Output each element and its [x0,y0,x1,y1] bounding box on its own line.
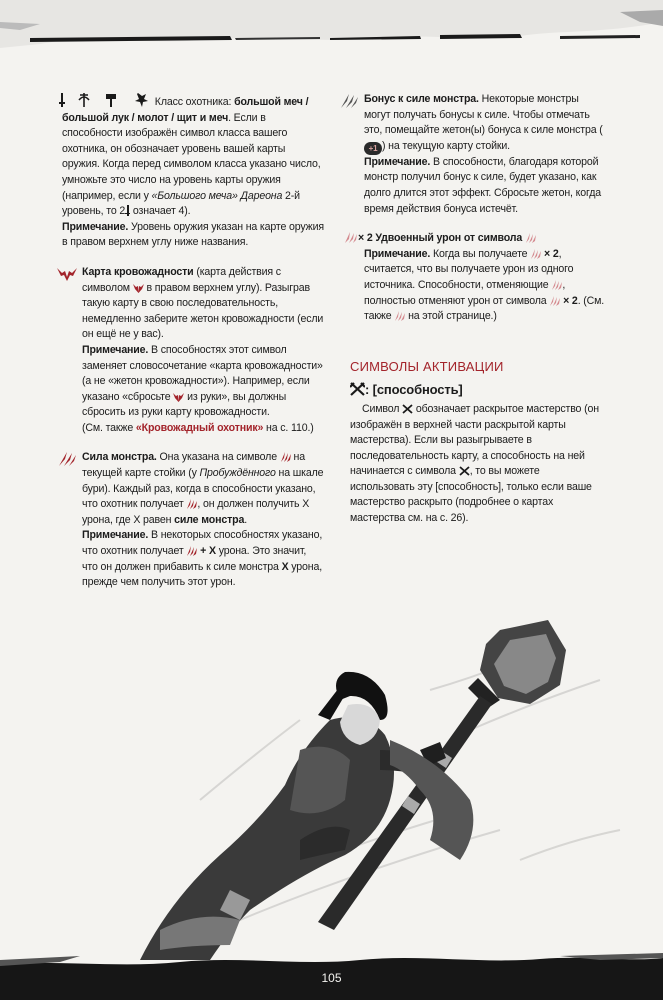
power-text-4: , он должен получить X урона, где X равен [82,498,310,526]
great-bow-icon [79,93,89,107]
bloodthirst-small-icon [133,283,144,293]
grunge-top-border [0,0,663,60]
multiplier: × 2 [358,232,373,245]
page-number: 105 [321,971,342,985]
class-text-2: . Если в способности изображён символ класса вашего охотника, он обозначает уровень вашей карты оружия. Когда перед символом класса указано число, умножьте это число на уровень карты оружия (например, если у [62,111,321,202]
claw-bonus-icon [338,93,360,109]
hunter-hammer-illustration [0,600,663,960]
claw-pink-icon [394,311,405,321]
multiplier: × 2 [541,247,559,260]
section-title: СИМВОЛЫ АКТИВАЦИИ [350,358,504,374]
double-text-2: , считается, что вы получаете урон из одного источника. Способности, отменяющие [364,247,574,291]
bloodthirst-card-entry [62,265,324,437]
bloodthirst-text-1: (карта действия с символом [82,265,281,294]
left-column [62,92,324,605]
power-note-3: урона, прежде чем получить этот урон. [82,560,323,589]
subtitle-text: : [способность] [365,382,463,398]
weapon-name: «Большого меча» Дареона [151,189,283,202]
claw-small-icon [186,546,197,556]
class-text-3: 2-й уровень, то 2 [62,189,300,218]
bonus-note: В способности, благодаря которой монстр получил бонус к силе, будет указано, как долго длится этот эффект. Сбросьте жетон, когда время действия бонуса истечёт. [364,155,601,215]
plus-x: + X [197,545,216,558]
power-text-5: . [244,513,247,526]
activation-paragraph [350,402,606,527]
bonus-text-2: ) на текущую карту стойки. [382,139,510,152]
bloodthirst-icon [56,266,78,282]
claw-pink-icon [525,233,536,243]
monster-power-term: силе монстра [174,513,245,526]
mastery-icon [459,466,470,476]
claw-small-icon [186,499,197,509]
monster-power-title: Сила монстра. [82,451,157,464]
claw-pink-icon [530,249,541,259]
class-text-4: означает 4). [130,205,191,218]
double-text-5: на этой странице.) [405,310,497,323]
power-bonus-entry [344,92,606,217]
bloodthirst-note-1: В способностях этот символ заменяет словосочетание «карта кровожадности» (а не «жетон кровожадности»). Например, если указано «сбросьте [82,343,323,403]
bloodthirst-small-icon [173,392,184,402]
bloodthirst-note-2: из руки», вы должны сбросить из руки карту кровожадности. [82,390,287,419]
hammer-icon [106,94,116,107]
claw-pink-icon [549,296,560,306]
note-label: Примечание. [62,220,129,233]
see-also-page: на с. 110.) [263,421,314,434]
claw-pink-icon [344,232,358,243]
power-note-1: В некоторых способностях указано, что охотник получает [82,529,323,558]
bloodthirst-hunter-link[interactable]: «Кровожадный охотник» [135,421,264,434]
claw-small-icon [280,452,291,462]
great-sword-icon [59,93,65,107]
class-text-1: Класс охотника: [154,96,235,108]
mastery-icon [402,404,413,414]
class-list: большой меч / большой лук / молот / щит и меч [62,96,309,124]
double-text-1: Когда вы получаете [430,247,531,260]
awakened-name: Пробуждённого [199,467,276,480]
double-text-3: , полностью отменяют урон от символа [364,278,566,307]
note-text: Уровень оружия указан на карте оружия в правом верхнем углу ниже названия. [62,220,324,249]
double-damage-title: Удвоенный урон от символа [372,232,525,245]
bonus-text-1: Некоторые монстры могут получать бонусы к силе. Чтобы отмечать это, помещайте жетон(ы) бонуса к силе монстра ( [364,93,603,137]
mastery-icon [350,382,365,396]
power-text-3: на шкале бури). Каждый раз, когда в способности указано, что охотник получает [82,467,324,511]
activation-subtitle [350,382,606,398]
activation-text-3: , то вы можете использовать эту [способность], только если ваше мастерство раскрыто (подробнее о картах мастерства см. на с. 26). [350,465,592,525]
right-column [344,92,606,527]
hunter-class-icons [58,92,152,108]
note-label: Примечание. [364,247,431,260]
power-bonus-token: +1 [364,142,382,155]
activation-text-2: обозначает раскрытое мастерство (он изображён в верхней части раскрытой карты мастерства). Если вы разыгрываете в последовательность карту, а способность на ней начинается с символа [350,402,599,478]
x-variable: X [281,560,289,573]
bloodthirst-text-2: в правом верхнем углу). Разыграв такую карту в свою последовательность, немедленно заберите жетон кровожадности (если он ещё не у вас). [82,281,324,341]
power-bonus-title: Бонус к силе монстра. [364,93,479,105]
shield-sword-icon [135,93,148,107]
power-text-2: на текущей карте стойки (у [82,451,305,480]
bloodthirst-title: Карта кровожадности [82,265,194,278]
power-note-2: урона. Это значит, что он должен прибавить к силе монстра [82,545,307,573]
claw-mark-icon [56,451,78,467]
note-label: Примечание. [364,155,431,168]
note-label: Примечание. [82,529,149,542]
double-text-4: . (См. также [364,294,605,323]
multiplier: × 2 [560,294,578,307]
hunter-class-entry [62,92,324,251]
see-also-text: (См. также [82,421,136,434]
monster-power-entry [62,450,324,590]
claw-pink-icon [551,280,562,290]
activation-text-1: Символ [362,402,403,415]
power-text-1: Она указана на символе [156,451,280,464]
double-damage-entry [344,231,606,325]
note-label: Примечание. [82,343,149,356]
